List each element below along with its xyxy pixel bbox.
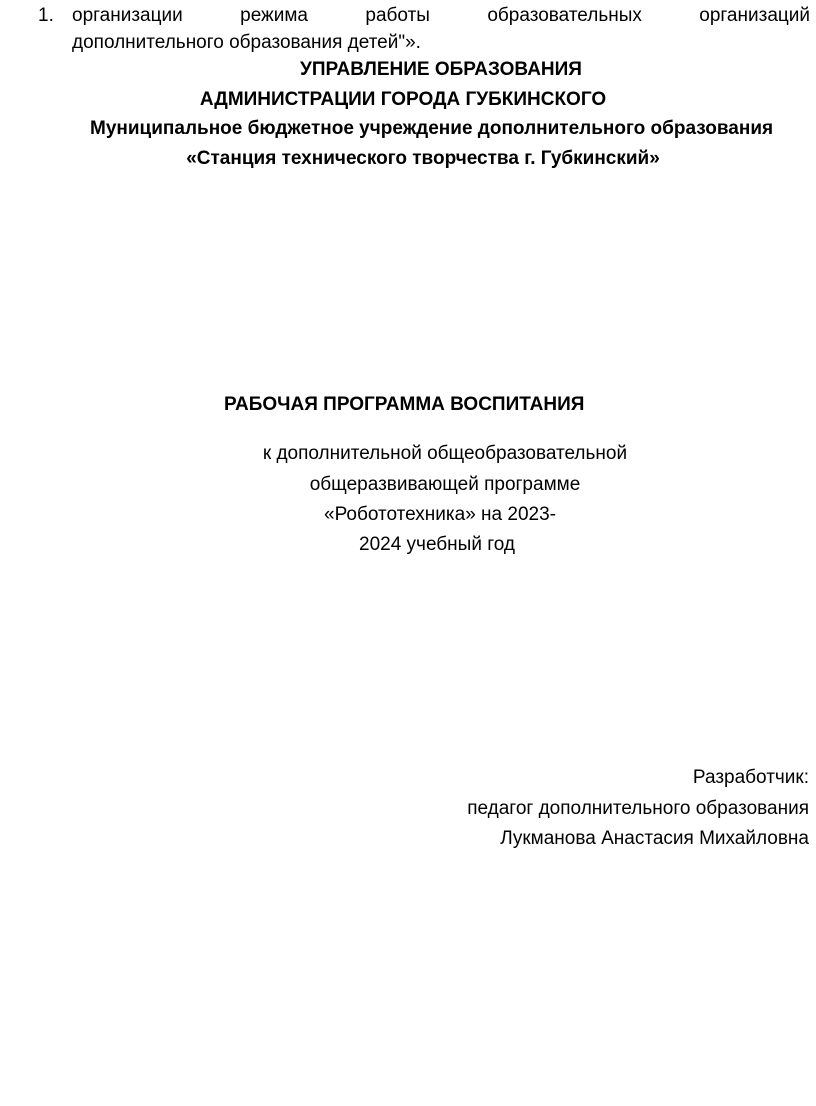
- list-item-text: [72, 2, 810, 56]
- program-title: РАБОЧАЯ ПРОГРАММА ВОСПИТАНИЯ: [224, 394, 585, 415]
- program-subtitle-line-1: к дополнительной общеобразовательной: [262, 443, 628, 464]
- program-subtitle-line-3: «Робототехника» на 2023-: [324, 504, 556, 525]
- list-item-line-1: организации режима работы образовательных организаций: [72, 5, 810, 26]
- author-name: Лукманова Анастасия Михайловна: [500, 828, 809, 849]
- program-subtitle-line-4: 2024 учебный год: [359, 534, 515, 555]
- header-institution: Муниципальное бюджетное учреждение дополнительного образования: [90, 118, 774, 139]
- header-administration: АДМИНИСТРАЦИИ ГОРОДА ГУБКИНСКОГО: [199, 89, 607, 110]
- list-number: 1.: [38, 5, 54, 26]
- header-department: УПРАВЛЕНИЕ ОБРАЗОВАНИЯ: [300, 59, 582, 80]
- program-subtitle-line-2: общеразвивающей программе: [309, 474, 581, 495]
- list-item-line-2: дополнительного образования детей"».: [72, 32, 421, 53]
- author-label: Разработчик:: [692, 767, 809, 788]
- header-institution-name: «Станция технического творчества г. Губкинский»: [186, 148, 660, 169]
- author-role: педагог дополнительного образования: [467, 798, 809, 819]
